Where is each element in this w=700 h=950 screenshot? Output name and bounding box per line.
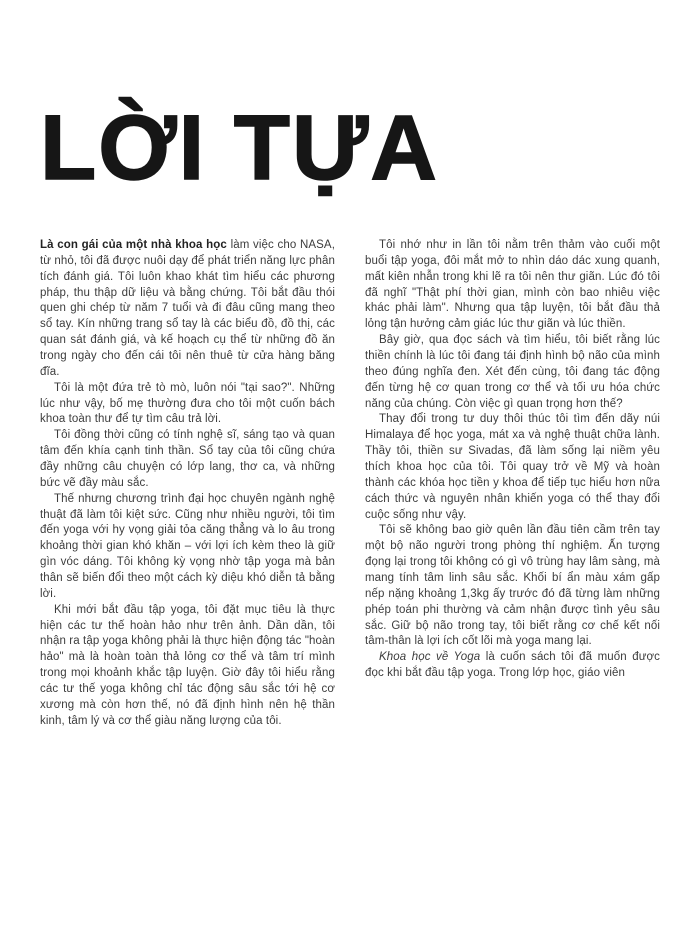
paragraph: Tôi là một đứa trẻ tò mò, luôn nói "tại sao?". Những lúc như vậy, bố mẹ thường đưa cho tôi một cuốn bách khoa toàn thư để tự tìm câu trả lời. bbox=[40, 381, 335, 426]
page-title: LỜI TỰA bbox=[40, 97, 439, 199]
paragraph: Tôi nhớ như in lần tôi nằm trên thảm vào cuối một buổi tập yoga, đôi mắt mở to nhìn dáo dác xung quanh, mất kiên nhẫn trong khi lẽ ra tôi nên thư giãn. Lúc đó tôi đã nghĩ "Thật phí thời gian, mình còn bao nhiêu việc khác phải làm". Nhưng qua tập luyện, tôi bắt đầu thả lỏng tận hưởng cảm giác lúc thư giãn và lúc thiền. bbox=[365, 239, 660, 331]
paragraph: Khi mới bắt đầu tập yoga, tôi đặt mục tiêu là thực hiện các tư thế hoàn hảo như trên ảnh. Dần dần, tôi nhận ra tập yoga không phải là thực hiện động tác "hoàn hảo" mà là hoàn toàn thả lỏng cơ thể và tâm trí mình trong mọi khoảnh khắc tập luyện. Giờ đây tôi hiểu rằng các tư thế yoga không chỉ tác động sâu sắc tới hệ cơ xương mà còn hơn thế, nó đã định hình nên hệ thần kinh, tâm lý và cơ thể giàu năng lượng của tôi. bbox=[40, 603, 335, 727]
paragraph: Bây giờ, qua đọc sách và tìm hiểu, tôi biết rằng lúc thiền chính là lúc tôi đang tái định hình bộ não của mình theo đúng nghĩa đen. Xét đến cùng, tôi đang tác động đến từng hệ cơ quan trong cơ thể và tối ưu hóa chức năng của chúng. Còn việc gì quan trọng hơn thế? bbox=[365, 334, 660, 410]
left-column bbox=[40, 238, 335, 730]
paragraph: Là con gái của một nhà khoa học làm việc cho NASA, từ nhỏ, tôi đã được nuôi dạy để phát triển năng lực phân tích đánh giá. Tôi luôn khao khát tìm hiểu các phương pháp, thu thập dữ liệu và bằng chứng. Tôi bắt đầu thói quen ghi chép từ năm 7 tuổi và đi đâu cũng mang theo sổ tay. Kín những trang sổ tay là các biểu đồ, đồ thị, các quan sát đánh giá, và kế hoạch cụ thể từ những đồ ăn trong ngày cho đến cái tôi nên thuê từ cửa hàng băng đĩa. bbox=[40, 239, 335, 378]
book-page bbox=[0, 97, 700, 950]
paragraph-lead-italic: Khoa học về Yoga bbox=[379, 651, 481, 664]
paragraph: Khoa học về Yoga là cuốn sách tôi đã muốn được đọc khi bắt đầu tập yoga. Trong lớp học, giáo viên bbox=[365, 651, 660, 680]
paragraph-lead-bold: Là con gái của một nhà khoa học bbox=[40, 239, 227, 251]
paragraph: Thế nhưng chương trình đại học chuyên ngành nghệ thuật đã làm tôi kiệt sức. Cũng như nhiều người, tôi tìm đến yoga với hy vọng giải tỏa căng thẳng và lo âu trong khoảng thời gian khó khăn – với lợi ích kèm theo là giữ gìn vóc dáng. Tôi không kỳ vọng nhờ tập yoga mà bản thân sẽ biến đổi theo một cách kỳ diệu khó diễn tả bằng lời. bbox=[40, 492, 335, 600]
paragraph: Tôi sẽ không bao giờ quên lần đầu tiên cầm trên tay một bộ não người trong phòng thí nghiệm. Ấn tượng đọng lại trong tôi không có gì vô trùng hay lâm sàng, mà mang tính tâm linh sâu sắc. Khối bí ẩn màu xám gấp nếp nặng khoảng 1,3kg ấy trước đó đã từng làm những phép toán phi thường và cảm nhận được tình yêu sâu sắc. Giữ bộ não trong tay, tôi biết rằng cơ chế kết nối tâm-thân là lợi ích cốt lõi mà yoga mang lại. bbox=[365, 524, 660, 648]
paragraph: Tôi đồng thời cũng có tính nghệ sĩ, sáng tạo và quan tâm đến khía cạnh tinh thần. Sổ tay của tôi cũng chứa đầy những câu chuyện có lớp lang, thơ ca, và những bức vẽ đầy màu sắc. bbox=[40, 429, 335, 489]
right-column bbox=[365, 238, 660, 730]
text-columns bbox=[40, 238, 660, 730]
paragraph: Thay đổi trong tư duy thôi thúc tôi tìm đến dãy núi Himalaya để học yoga, mát xa và nghệ thuật chữa lành. Thầy tôi, thiền sư Sivadas, đã làm sống lại niềm yêu thích khoa học của tôi. Tôi quay trở về Mỹ và hoàn thành các khóa học tiền y khoa để tiếp tục hiểu hơn nữa cách thức và nguyên nhân khiến yoga có thể thay đổi cuộc sống như vậy. bbox=[365, 413, 660, 521]
